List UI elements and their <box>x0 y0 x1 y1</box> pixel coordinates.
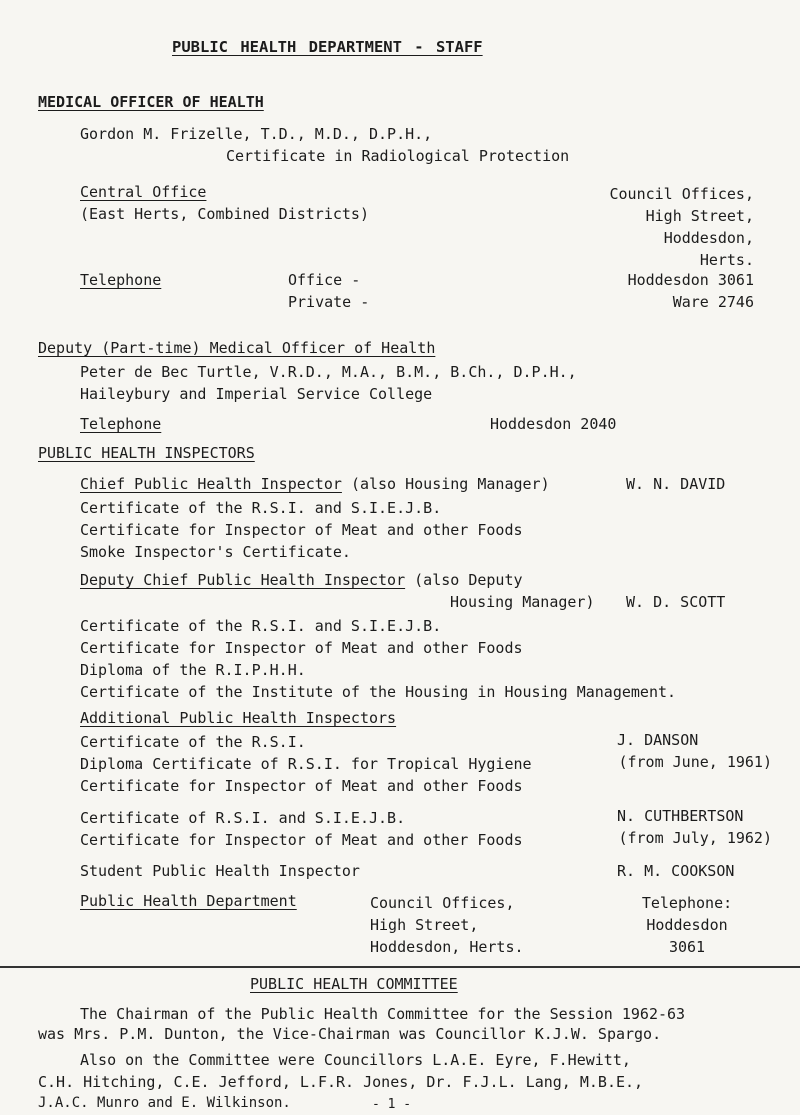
inspector-cuthbertson-quals <box>80 807 523 851</box>
committee-line: C.H. Hitching, C.E. Jefford, L.F.R. Jones, Dr. F.J.L. Lang, M.B.E., <box>38 1073 644 1091</box>
moh-qualification: Certificate in Radiological Protection <box>226 147 570 165</box>
inspector-cuthbertson-name: N. CUTHBERTSON <box>617 807 744 825</box>
qualification: Diploma Certificate of R.S.I. for Tropical Hygiene <box>80 755 532 773</box>
deputy-telephone-label: Telephone <box>80 415 162 433</box>
address-line: Herts. <box>699 251 754 269</box>
moh-telephone-label: Telephone <box>80 271 162 289</box>
qualification: Smoke Inspector's Certificate. <box>80 543 351 561</box>
committee-heading: PUBLIC HEALTH COMMITTEE <box>250 975 458 993</box>
deputy-telephone: Hoddesdon 2040 <box>490 415 617 433</box>
chief-inspector-note: (also Housing Manager) <box>350 475 550 493</box>
chief-inspector-title-line <box>80 475 550 493</box>
moh-name: Gordon M. Frizelle, T.D., M.D., D.P.H., <box>80 125 433 143</box>
committee-paragraph-1 <box>80 1003 685 1025</box>
deputy-moh-heading: Deputy (Part-time) Medical Officer of Health <box>38 339 436 357</box>
address-line: Council Offices, <box>370 894 515 912</box>
moh-heading: MEDICAL OFFICER OF HEALTH <box>38 93 264 111</box>
department-address <box>370 892 524 958</box>
qualification: Certificate for Inspector of Meat and other Foods <box>80 831 523 849</box>
address-line: Hoddesdon, <box>663 229 754 247</box>
qualification: Certificate for Inspector of Meat and other Foods <box>80 777 523 795</box>
address-line: High Street, <box>645 207 754 225</box>
student-inspector-title: Student Public Health Inspector <box>80 862 360 880</box>
student-inspector-name: R. M. COOKSON <box>617 862 735 880</box>
inspectors-heading: PUBLIC HEALTH INSPECTORS <box>38 444 255 462</box>
department-telephone-line: Hoddesdon <box>646 916 728 934</box>
chief-inspector-name: W. N. DAVID <box>626 475 726 493</box>
department-telephone-line: 3061 <box>668 938 706 956</box>
committee-line: Also on the Committee were Councillors L.A.E. Eyre, F.Hewitt, <box>80 1051 631 1069</box>
chief-inspector-title: Chief Public Health Inspector <box>80 475 342 493</box>
department-telephone-label: Telephone: <box>641 894 733 912</box>
committee-line: was Mrs. P.M. Dunton, the Vice-Chairman was Councillor K.J.W. Spargo. <box>38 1025 662 1043</box>
qualification: Certificate of the R.S.I. and S.I.E.J.B. <box>80 499 442 517</box>
deputy-inspector-note-1: (also Deputy <box>414 571 523 589</box>
qualification: Certificate of the R.S.I. <box>80 733 306 751</box>
central-office-heading: Central Office <box>80 183 207 201</box>
deputy-moh-institution: Haileybury and Imperial Service College <box>80 385 433 403</box>
additional-inspectors-heading: Additional Public Health Inspectors <box>80 709 397 727</box>
central-office-detail: (East Herts, Combined Districts) <box>80 205 369 223</box>
office-phone-number: Hoddesdon 3061 <box>627 271 754 289</box>
deputy-inspector-name: W. D. SCOTT <box>626 593 726 611</box>
section-divider <box>0 966 800 968</box>
page-title: PUBLIC HEALTH DEPARTMENT - STAFF <box>172 38 483 56</box>
deputy-inspector-title-line <box>80 571 523 589</box>
private-phone-number: Ware 2746 <box>672 293 754 311</box>
inspector-cuthbertson-since: (from July, 1962) <box>618 829 772 847</box>
address-line: Hoddesdon, Herts. <box>370 938 524 956</box>
office-phone-label: Office - <box>288 271 361 289</box>
qualification: Certificate of the Institute of the Housing in Housing Management. <box>80 683 677 701</box>
department-heading: Public Health Department <box>80 892 297 910</box>
chief-inspector-quals <box>80 497 523 563</box>
qualification: Certificate for Inspector of Meat and other Foods <box>80 521 523 539</box>
address-line: Council Offices, <box>609 185 754 203</box>
qualification: Certificate of the R.S.I. and S.I.E.J.B. <box>80 617 442 635</box>
inspector-danson-since: (from June, 1961) <box>618 753 772 771</box>
council-address <box>610 183 755 271</box>
page-number: - 1 - <box>372 1097 412 1112</box>
deputy-inspector-title: Deputy Chief Public Health Inspector <box>80 571 406 589</box>
committee-line: The Chairman of the Public Health Committee for the Session 1962-63 <box>80 1005 686 1023</box>
deputy-moh-name: Peter de Bec Turtle, V.R.D., M.A., B.M., B.Ch., D.P.H., <box>80 363 577 381</box>
qualification: Certificate for Inspector of Meat and other Foods <box>80 639 523 657</box>
deputy-inspector-note-2: Housing Manager) <box>450 593 595 611</box>
address-line: High Street, <box>370 916 479 934</box>
qualification: Diploma of the R.I.P.H.H. <box>80 661 306 679</box>
department-telephone <box>612 892 762 958</box>
committee-line: J.A.C. Munro and E. Wilkinson. <box>38 1095 291 1111</box>
deputy-inspector-quals <box>80 615 676 703</box>
inspector-danson-name: J. DANSON <box>617 731 699 749</box>
inspector-danson-quals <box>80 731 532 797</box>
qualification: Certificate of R.S.I. and S.I.E.J.B. <box>80 809 406 827</box>
private-phone-label: Private - <box>288 293 370 311</box>
